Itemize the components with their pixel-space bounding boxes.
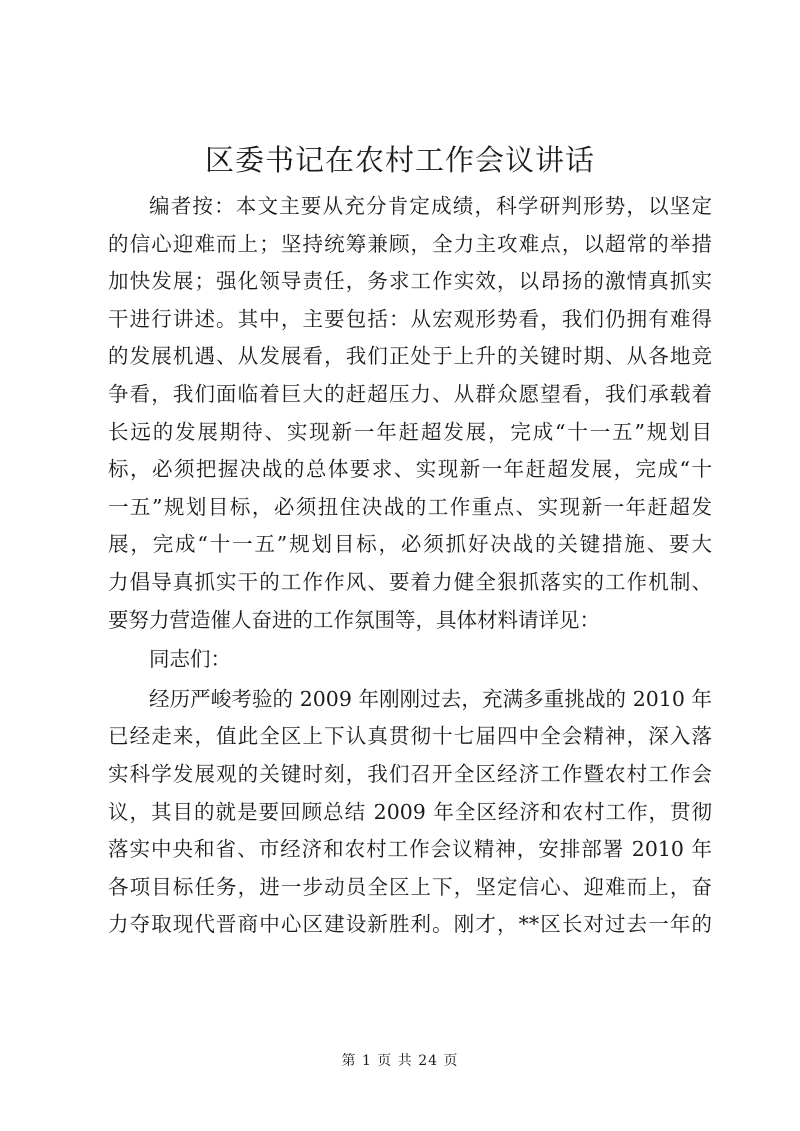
text-line: 的发展机遇、从发展看，我们正处于上升的关键时期、从各地竞: [108, 344, 712, 369]
text-line: 加快发展；强化领导责任，务求工作实效，以昂扬的激情真抓实: [108, 269, 712, 294]
document-title: 区委书记在农村工作会议讲话: [204, 143, 595, 177]
text-line: 同志们：: [149, 647, 231, 672]
text-line: 长远的发展期待、实现新一年赶超发展，完成“十一五”规划目: [108, 419, 712, 444]
speech-paragraph: [108, 681, 712, 944]
editor-note-paragraph: [108, 188, 712, 639]
text-line: 干进行讲述。其中，主要包括：从宏观形势看，我们仍拥有难得: [108, 306, 712, 331]
text-line: 已经走来，值此全区上下认真贯彻十七届四中全会精神，深入落: [108, 724, 712, 749]
salutation-paragraph: [108, 641, 712, 679]
text-line: 落实中央和省、市经济和农村工作会议精神，安排部署 2010 年: [108, 837, 712, 862]
text-line: 一五”规划目标，必须扭住决战的工作重点、实现新一年赶超发: [108, 494, 712, 519]
text-line: 各项目标任务，进一步动员全区上下，坚定信心、迎难而上，奋: [108, 874, 712, 899]
text-line: 实科学发展观的关键时刻，我们召开全区经济工作暨农村工作会: [108, 761, 712, 786]
page-number-footer: 第 1 页 共 24 页: [341, 1053, 459, 1069]
text-line: 力夺取现代晋商中心区建设新胜利。刚才，**区长对过去一年的: [108, 912, 712, 937]
text-line: 展，完成“十一五”规划目标，必须抓好决战的关键措施、要大: [108, 532, 712, 557]
text-line: 议，其目的就是要回顾总结 2009 年全区经济和农村工作，贯彻: [108, 799, 712, 824]
text-line: 编者按：本文主要从充分肯定成绩，科学研判形势，以坚定: [149, 194, 712, 218]
document-body: [108, 188, 712, 944]
text-line: 要努力营造催人奋进的工作氛围等，具体材料请详见：: [108, 607, 600, 632]
text-line: 标，必须把握决战的总体要求、实现新一年赶超发展，完成“十: [108, 457, 712, 482]
text-line: 经历严峻考验的 2009 年刚刚过去，充满多重挑战的 2010 年: [149, 686, 712, 711]
text-line: 的信心迎难而上；坚持统筹兼顾，全力主攻难点，以超常的举措: [108, 231, 712, 256]
text-line: 争看，我们面临着巨大的赶超压力、从群众愿望看，我们承载着: [108, 381, 712, 406]
text-line: 力倡导真抓实干的工作作风、要着力健全狠抓落实的工作机制、: [108, 569, 712, 594]
